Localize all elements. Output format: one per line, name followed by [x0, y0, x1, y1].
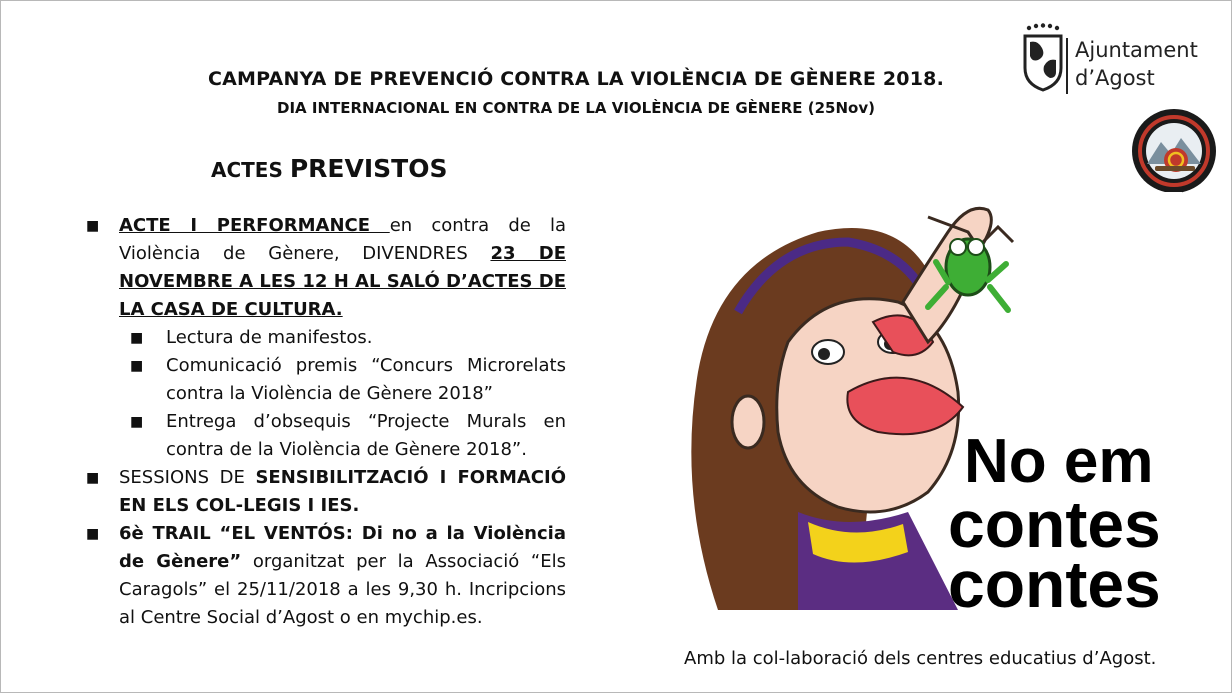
logo-text	[1075, 36, 1198, 92]
logo-divider	[1066, 38, 1068, 94]
square-bullet-icon: ■	[86, 470, 100, 486]
section-heading	[211, 154, 447, 183]
slogan-line1: No em	[964, 427, 1154, 496]
logo-line2: d’Agost	[1075, 66, 1155, 90]
slogan-line2: contes	[948, 487, 1161, 561]
event-sessions-title: SENSIBILITZACIÓ I FORMACIÓ EN ELS COL-LEGIS I IES.	[119, 467, 566, 516]
event-performance-title: ACTE I PERFORMANCE	[119, 215, 390, 236]
square-bullet-icon: ■	[86, 526, 100, 542]
event-trail-title: 6è TRAIL “EL VENTÓS: Di no a la Violència de Gènere”	[119, 523, 566, 572]
sub-list-item	[86, 352, 566, 408]
list-item	[86, 520, 566, 632]
square-bullet-icon: ■	[130, 330, 144, 346]
sub-item-manifest: Lectura de manifestos.	[166, 327, 373, 348]
sub-list-item	[86, 324, 566, 352]
events-list	[86, 212, 566, 632]
event-performance-desc: en contra de la Violència de Gènere, DIVENDRES	[119, 215, 567, 264]
logo-line1: Ajuntament	[1075, 38, 1198, 62]
slogan-line3: contes	[948, 547, 1161, 610]
collaboration-note: Amb la col-laboració dels centres educatius d’Agost.	[684, 648, 1157, 669]
section-heading-main: PREVISTOS	[289, 154, 448, 183]
campaign-title: CAMPANYA DE PREVENCIÓ CONTRA LA VIOLÈNCIA DE GÈNERE 2018.	[208, 68, 944, 90]
square-bullet-icon: ■	[130, 358, 144, 374]
section-heading-prefix: ACTES	[211, 158, 290, 182]
event-sessions-prefix: SESSIONS DE	[119, 467, 256, 488]
els-caragols-badge-icon	[1131, 108, 1217, 194]
event-performance-date: 23 DE NOVEMBRE A LES 12 H AL SALÓ D’ACTES DE LA CASA DE CULTURA.	[119, 243, 566, 320]
list-item	[86, 464, 566, 520]
square-bullet-icon: ■	[86, 218, 100, 234]
list-item	[86, 212, 566, 324]
campaign-illustration	[678, 192, 1182, 610]
sub-list-item	[86, 408, 566, 464]
sub-item-contest: Comunicació premis “Concurs Microrelats contra la Violència de Gènere 2018”	[166, 355, 566, 404]
square-bullet-icon: ■	[130, 414, 144, 430]
campaign-subtitle: DIA INTERNACIONAL EN CONTRA DE LA VIOLÈNCIA DE GÈNERE (25Nov)	[277, 99, 875, 117]
event-trail-desc: organitzat per la Associació “Els Caragols” el 25/11/2018 a les 9,30 h. Incripcions al Centre Social d’Agost o en mychip.es.	[119, 551, 566, 628]
sub-item-murals: Entrega d’obsequis “Projecte Murals en contra de la Violència de Gènere 2018”.	[166, 411, 566, 460]
